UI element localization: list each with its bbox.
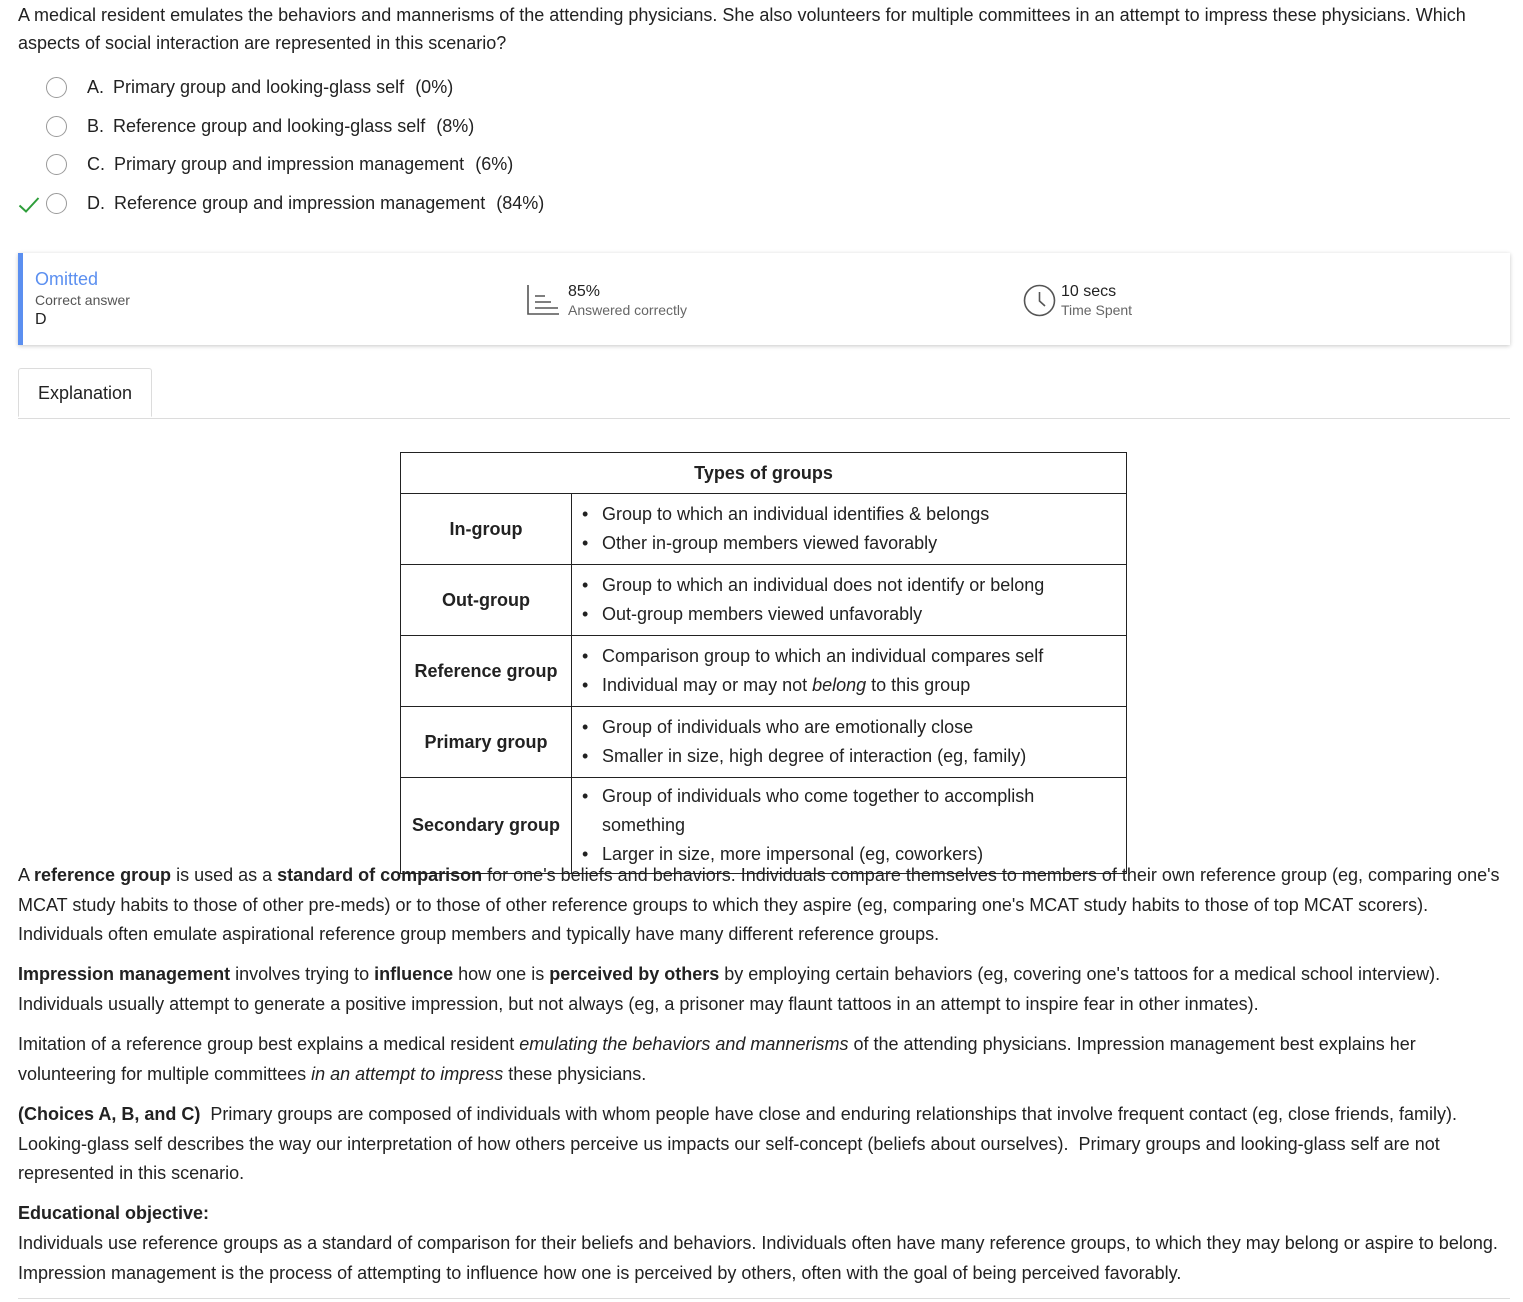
group-point: • Comparison group to which an individual compares self — [580, 642, 1122, 671]
group-point: • Group of individuals who are emotionally close — [580, 713, 1122, 742]
group-name: Primary group — [401, 707, 572, 778]
tab-explanation[interactable]: Explanation — [18, 368, 152, 417]
choice-label: Primary group and impression management — [114, 154, 465, 174]
divider — [18, 1298, 1510, 1299]
table-row — [401, 565, 1127, 636]
radio-button[interactable] — [46, 193, 67, 214]
percent-correct-value: 85% — [568, 283, 601, 300]
table-title: Types of groups — [401, 453, 1127, 494]
choice-b[interactable] — [18, 109, 1510, 148]
group-point: • Group of individuals who come together to accomplish something — [580, 782, 1122, 840]
group-name: Secondary group — [401, 778, 572, 874]
choice-label: Reference group and impression management — [114, 192, 486, 213]
radio-button[interactable] — [46, 154, 67, 175]
group-point: • Out-group members viewed unfavorably — [580, 600, 1122, 629]
clock-icon — [1023, 284, 1056, 317]
radio-button[interactable] — [46, 116, 67, 137]
group-point: • Smaller in size, high degree of interaction (eg, family) — [580, 742, 1122, 771]
group-point: • Larger in size, more impersonal (eg, coworkers) — [580, 840, 1122, 869]
choice-letter: C. — [87, 154, 105, 174]
choice-percent: (0%) — [415, 77, 454, 97]
check-icon — [18, 195, 40, 215]
time-spent-label: Time Spent — [1061, 302, 1133, 318]
status-omitted: Omitted — [35, 269, 99, 289]
question-container — [18, 0, 1510, 1283]
explanation-paragraph: Imitation of a reference group best explains a medical resident emulating the behaviors and mannerisms of the attending physicians. Impression management best explains her volunteering for multiple committees in an attempt to impress these physicians. — [18, 1034, 1416, 1084]
correct-answer-label: Correct answer — [35, 292, 130, 308]
choice-a[interactable] — [18, 70, 1510, 109]
tab-bar — [18, 368, 1510, 419]
time-spent-value: 10 secs — [1061, 283, 1117, 300]
group-point: • Group to which an individual identifies & belongs — [580, 500, 1122, 529]
radio-button[interactable] — [46, 77, 67, 98]
choice-letter: B. — [87, 115, 105, 136]
choice-d[interactable] — [18, 186, 1510, 225]
group-name: Reference group — [401, 636, 572, 707]
choice-c[interactable] — [18, 147, 1510, 186]
objective-title: Educational objective: — [18, 1203, 210, 1223]
group-point: • Group to which an individual does not identify or belong — [580, 571, 1122, 600]
explanation-paragraph: (Choices A, B, and C) Primary groups are composed of individuals with whom people have close and enduring relationships that involve frequent contact (eg, close friends, family). Looking-glass self describes the way our interpretation of how others perceive us impacts our self-concept (beliefs about ourselves). Primary groups and looking-glass self are not represented in this scenario. — [18, 1104, 1468, 1183]
objective-text: Individuals use reference groups as a standard of comparison for their beliefs and behaviors. Individuals often have many reference groups, to which they may belong or aspire to belong. Impression management is the process of attempting to influence how one is perceived by others, often with the goal of being perceived favorably. — [18, 1233, 1498, 1283]
table-row — [401, 707, 1127, 778]
correct-answer-value: D — [35, 311, 47, 328]
question-stem: A medical resident emulates the behaviors and mannerisms of the attending physicians. She also volunteers for multiple committees in an attempt to impress these physicians. Which aspects of social interaction are represented in this scenario? — [18, 5, 1466, 53]
percent-correct-label: Answered correctly — [568, 302, 688, 318]
answer-choices — [18, 70, 1510, 224]
choice-label: Primary group and looking-glass self — [113, 77, 405, 97]
choice-percent: (8%) — [436, 115, 475, 136]
group-name: Out-group — [401, 565, 572, 636]
group-name: In-group — [401, 494, 572, 565]
choice-letter: A. — [87, 77, 105, 97]
explanation-paragraph: Impression management involves trying to influence how one is perceived by others by employing certain behaviors (eg, covering one's tattoos for a medical school interview). Individuals usually attempt to generate a positive impression, but not always (eg, a prisoner may flaunt tattoos in an attempt to inspire fear in other inmates). — [18, 964, 1441, 1014]
answer-stats-panel — [18, 253, 1510, 345]
choice-letter: D. — [87, 192, 105, 213]
table-row — [401, 636, 1127, 707]
explanation-paragraph: A reference group is used as a standard of comparison for one's beliefs and behaviors. Individuals compare themselves to members of their own reference group (eg, comparing one's MCAT study habits to those of other pre-meds) or to those of other reference groups to which they aspire (eg, comparing one's MCAT study habits to those of top MCAT scorers). Individuals often emulate aspirational reference group members and typically have many different reference groups. — [18, 865, 1500, 944]
choice-percent: (84%) — [496, 192, 545, 213]
groups-table — [400, 452, 1127, 874]
bar-chart-icon — [526, 284, 560, 316]
table-row — [401, 778, 1127, 874]
group-point: • Other in-group members viewed favorably — [580, 529, 1122, 558]
choice-percent: (6%) — [475, 154, 514, 174]
table-row — [401, 494, 1127, 565]
group-point: • Individual may or may not belong to this group — [580, 671, 1122, 700]
choice-label: Reference group and looking-glass self — [113, 115, 426, 136]
